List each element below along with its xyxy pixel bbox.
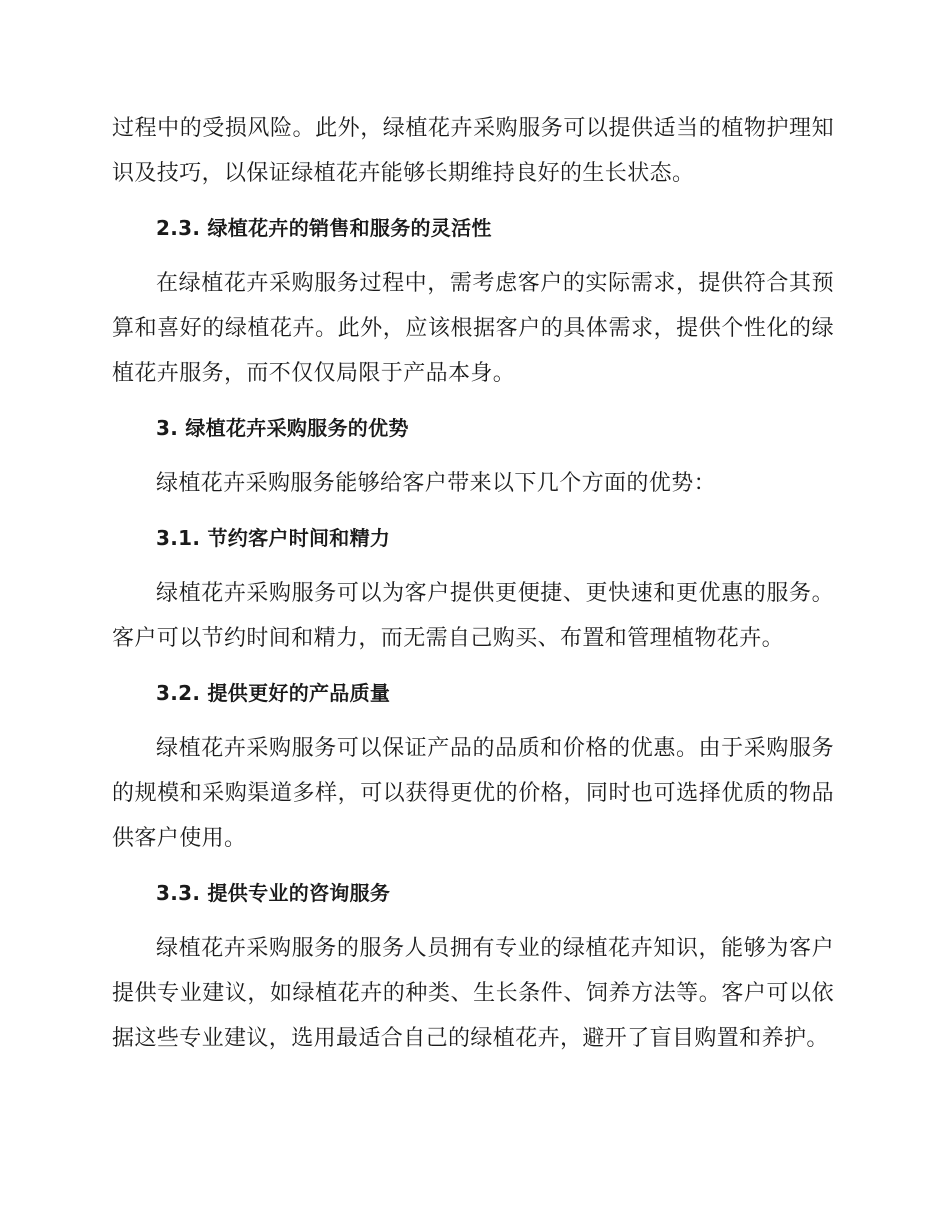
heading-2-3: 2.3. 绿植花卉的销售和服务的灵活性	[156, 216, 492, 240]
document-page	[112, 106, 834, 1061]
heading-3-1: 3.1. 节约客户时间和精力	[156, 526, 391, 550]
paragraph-flexibility: 在绿植花卉采购服务过程中，需考虑客户的实际需求，提供符合其预算和喜好的绿植花卉。此外，应该根据客户的具体需求，提供个性化的绿植花卉服务，而不仅仅局限于产品本身。	[112, 271, 834, 386]
paragraph-quality: 绿植花卉采购服务可以保证产品的品质和价格的优惠。由于采购服务的规模和采购渠道多样，可以获得更优的价格，同时也可选择优质的物品供客户使用。	[112, 736, 834, 851]
paragraph-save-time: 绿植花卉采购服务可以为客户提供更便捷、更快速和更优惠的服务。客户可以节约时间和精力，而无需自己购买、布置和管理植物花卉。	[112, 581, 834, 651]
heading-3-2: 3.2. 提供更好的产品质量	[156, 681, 391, 705]
paragraph-advantages-intro: 绿植花卉采购服务能够给客户带来以下几个方面的优势：	[156, 471, 717, 496]
paragraph-continuation: 过程中的受损风险。此外，绿植花卉采购服务可以提供适当的植物护理知识及技巧，以保证绿植花卉能够长期维持良好的生长状态。	[112, 116, 834, 186]
heading-3-3: 3.3. 提供专业的咨询服务	[156, 881, 391, 905]
paragraph-consulting: 绿植花卉采购服务的服务人员拥有专业的绿植花卉知识，能够为客户提供专业建议，如绿植花卉的种类、生长条件、饲养方法等。客户可以依据这些专业建议，选用最适合自己的绿植花卉，避开了盲目购置和养护。	[112, 936, 834, 1051]
heading-3: 3. 绿植花卉采购服务的优势	[156, 416, 409, 440]
